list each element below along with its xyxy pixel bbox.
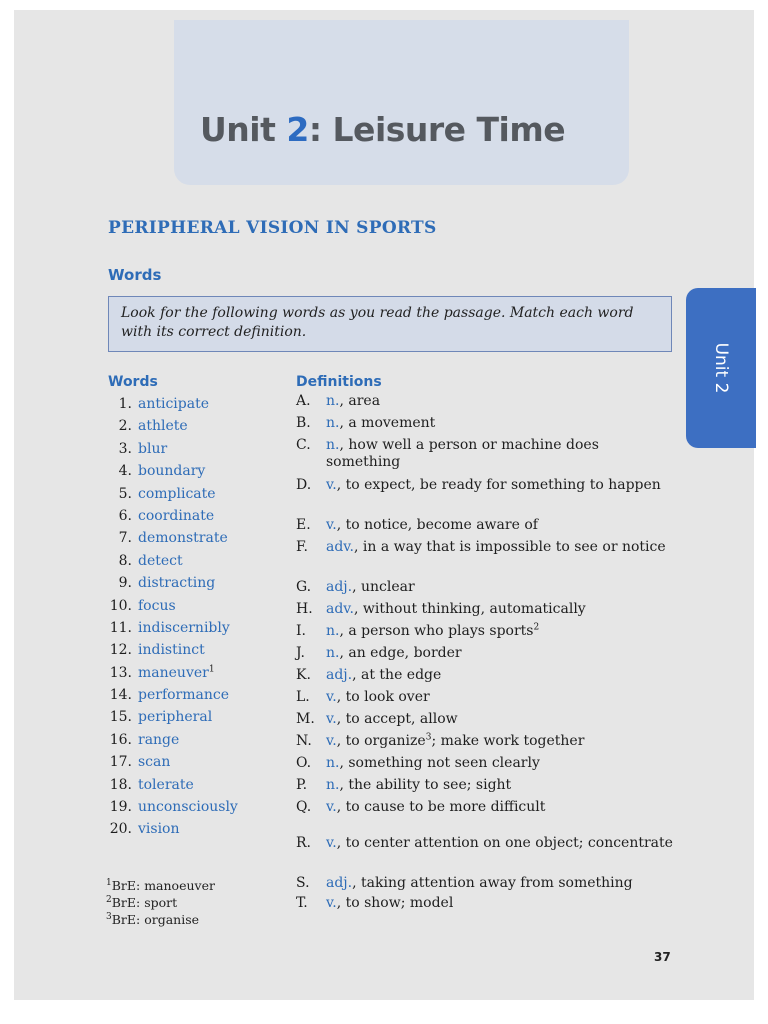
word-term: blur — [138, 440, 168, 457]
definition-text: , area — [339, 393, 381, 409]
word-item — [100, 393, 280, 415]
word-item — [100, 774, 280, 796]
part-of-speech: v. — [326, 689, 337, 705]
footnotes — [106, 877, 215, 928]
words-column-header: Words — [108, 374, 158, 390]
word-term: maneuver — [138, 664, 209, 681]
word-item — [100, 550, 280, 572]
word-item — [100, 415, 280, 437]
definition-letter: E. — [296, 517, 311, 533]
definition-text: , the ability to see; sight — [339, 777, 512, 793]
page-number: 37 — [654, 950, 671, 964]
word-number: 2. — [118, 418, 132, 435]
definition-body — [326, 645, 676, 662]
definition-letter: G. — [296, 579, 312, 595]
word-term: boundary — [138, 463, 206, 480]
word-item — [100, 818, 280, 840]
word-term: indistinct — [138, 642, 205, 659]
part-of-speech: adj. — [326, 875, 353, 891]
definition-letter: F. — [296, 539, 308, 555]
definition-item — [296, 393, 676, 410]
part-of-speech: n. — [326, 437, 340, 453]
definition-item — [296, 623, 676, 640]
definition-letter: S. — [296, 875, 310, 891]
definition-body — [326, 689, 676, 706]
footnote-text: BrE: sport — [111, 895, 178, 910]
definition-body — [326, 835, 676, 852]
definition-item — [296, 539, 676, 556]
definition-body — [326, 623, 676, 640]
definition-letter: H. — [296, 601, 313, 617]
definition-text: , without thinking, automatically — [354, 601, 586, 617]
definition-item — [296, 601, 676, 618]
definition-letter: K. — [296, 667, 311, 683]
definition-letter: O. — [296, 755, 312, 771]
part-of-speech: v. — [326, 799, 337, 815]
definitions-column-header: Definitions — [296, 374, 382, 390]
word-number: 11. — [109, 619, 132, 636]
word-item — [100, 572, 280, 594]
definition-body — [326, 601, 676, 618]
definition-item — [296, 711, 676, 728]
definition-body — [326, 517, 676, 534]
definition-text: , to show; model — [336, 895, 454, 911]
word-item — [100, 751, 280, 773]
word-term: performance — [138, 687, 230, 704]
word-number: 14. — [109, 687, 132, 704]
part-of-speech: v. — [326, 835, 337, 851]
definition-body — [326, 875, 676, 892]
definition-text: , an edge, border — [339, 645, 462, 661]
word-item — [100, 527, 280, 549]
definition-body — [326, 733, 676, 750]
word-number: 13. — [109, 664, 132, 681]
word-term: vision — [138, 821, 180, 838]
definition-item — [296, 517, 676, 534]
word-term: tolerate — [138, 776, 194, 793]
part-of-speech: adv. — [326, 539, 355, 555]
title-band — [174, 20, 629, 185]
word-term: unconsciously — [138, 799, 238, 816]
word-term: detect — [138, 552, 183, 569]
footnote-text: BrE: organise — [111, 912, 200, 927]
part-of-speech: n. — [326, 393, 340, 409]
instruction-box — [108, 296, 672, 352]
definition-text: , to organize — [336, 733, 426, 749]
part-of-speech: n. — [326, 415, 340, 431]
definition-item — [296, 415, 676, 432]
definition-letter: N. — [296, 733, 312, 749]
definition-item — [296, 835, 676, 852]
word-number: 18. — [109, 776, 132, 793]
word-number: 20. — [109, 821, 132, 838]
definition-body — [326, 711, 676, 728]
words-list — [100, 393, 280, 841]
footnote — [106, 894, 215, 911]
word-item — [100, 796, 280, 818]
definition-item — [296, 437, 676, 471]
definition-body — [326, 477, 676, 494]
word-number: 9. — [118, 575, 132, 592]
definition-text: , unclear — [352, 579, 415, 595]
word-number: 3. — [118, 440, 132, 457]
part-of-speech: v. — [326, 733, 337, 749]
word-number: 16. — [109, 731, 132, 748]
definition-item — [296, 579, 676, 596]
part-of-speech: adj. — [326, 579, 353, 595]
part-of-speech: n. — [326, 755, 340, 771]
word-number: 12. — [109, 642, 132, 659]
definition-text: , to notice, become aware of — [336, 517, 538, 533]
word-term: scan — [138, 754, 171, 771]
definition-text: , taking attention away from something — [352, 875, 633, 891]
word-item — [100, 483, 280, 505]
definition-text: , to expect, be ready for something to happen — [336, 477, 661, 493]
definition-body — [326, 799, 676, 816]
word-term: anticipate — [138, 396, 210, 412]
word-term: complicate — [138, 485, 216, 502]
footnote-mark: 1 — [106, 877, 112, 888]
definition-item — [296, 875, 676, 892]
word-item — [100, 639, 280, 661]
word-term: focus — [138, 597, 176, 614]
definition-item — [296, 477, 676, 494]
definition-letter: J. — [296, 645, 305, 661]
definition-text: , a movement — [339, 415, 436, 431]
definition-letter: L. — [296, 689, 310, 705]
word-term: distracting — [138, 575, 216, 592]
word-number: 17. — [109, 754, 132, 771]
word-term: indiscernibly — [138, 619, 230, 636]
definition-body — [326, 667, 676, 684]
definition-letter: C. — [296, 437, 311, 453]
definition-letter: Q. — [296, 799, 312, 815]
footnote-mark: 2 — [106, 894, 112, 905]
word-number: 5. — [118, 485, 132, 502]
definition-text-cont: ; make work together — [431, 733, 585, 749]
word-number: 10. — [109, 597, 132, 614]
definition-body — [326, 437, 676, 471]
definition-letter: T. — [296, 895, 308, 911]
unit-side-tab — [686, 288, 756, 448]
definition-letter: P. — [296, 777, 308, 793]
words-heading: Words — [108, 266, 162, 284]
unit-title: Unit 2: Leisure Time — [200, 110, 566, 149]
footnote-text: BrE: manoeuver — [111, 878, 215, 893]
side-tab-label: Unit 2 — [711, 342, 731, 394]
definition-text: , to center attention on one object; concentrate — [336, 835, 673, 851]
word-item — [100, 617, 280, 639]
definition-item — [296, 895, 676, 912]
definition-letter: M. — [296, 711, 315, 727]
footnote — [106, 911, 215, 928]
part-of-speech: n. — [326, 623, 340, 639]
definition-item — [296, 755, 676, 772]
definition-text: , to cause to be more difficult — [336, 799, 546, 815]
definition-text: , a person who plays sports — [339, 623, 534, 639]
word-item — [100, 595, 280, 617]
part-of-speech: v. — [326, 517, 337, 533]
part-of-speech: adv. — [326, 601, 355, 617]
definition-item — [296, 733, 676, 750]
instruction-text: Look for the following words as you read the passage. Match each word with its correct definition. — [121, 305, 634, 340]
word-item — [100, 438, 280, 460]
definition-letter: A. — [296, 393, 311, 409]
part-of-speech: adj. — [326, 667, 353, 683]
footnote-mark: 3 — [106, 911, 112, 922]
word-term: demonstrate — [138, 530, 228, 547]
word-number: 15. — [109, 709, 132, 726]
definition-body — [326, 777, 676, 794]
word-item — [100, 662, 280, 684]
section-title: PERIPHERAL VISION IN SPORTS — [108, 218, 437, 238]
unit-number: 2 — [286, 110, 309, 149]
word-item — [100, 706, 280, 728]
word-term: coordinate — [138, 507, 215, 524]
part-of-speech: n. — [326, 777, 340, 793]
part-of-speech: v. — [326, 477, 337, 493]
word-number: 7. — [118, 530, 132, 547]
word-item — [100, 505, 280, 527]
definition-item — [296, 667, 676, 684]
definition-item — [296, 799, 676, 816]
word-item — [100, 729, 280, 751]
definition-text: , to look over — [336, 689, 430, 705]
definition-text: , in a way that is impossible to see or notice — [354, 539, 666, 555]
footnote-mark: 1 — [208, 664, 215, 675]
word-term: range — [138, 731, 180, 748]
definition-body — [326, 415, 676, 432]
part-of-speech: v. — [326, 895, 337, 911]
word-number: 19. — [109, 799, 132, 816]
footnote-mark: 3 — [425, 732, 432, 743]
definition-letter: D. — [296, 477, 312, 493]
definition-body — [326, 539, 676, 556]
definition-item — [296, 777, 676, 794]
word-item — [100, 460, 280, 482]
part-of-speech: v. — [326, 711, 337, 727]
definition-letter: I. — [296, 623, 306, 639]
definition-item — [296, 645, 676, 662]
word-term: athlete — [138, 418, 188, 435]
definition-text: , at the edge — [352, 667, 442, 683]
definition-letter: B. — [296, 415, 311, 431]
word-number: 4. — [118, 463, 132, 480]
definition-body — [326, 393, 676, 410]
definition-letter: R. — [296, 835, 311, 851]
definition-item — [296, 689, 676, 706]
part-of-speech: n. — [326, 645, 340, 661]
footnote-mark: 2 — [533, 622, 540, 633]
definition-text: , how well a person or machine does something — [326, 437, 599, 470]
footnote — [106, 877, 215, 894]
word-number: 1. — [118, 396, 132, 412]
word-term: peripheral — [138, 709, 213, 726]
definition-body — [326, 579, 676, 596]
definition-text: , to accept, allow — [336, 711, 458, 727]
word-item — [100, 684, 280, 706]
word-number: 8. — [118, 552, 132, 569]
definition-text: , something not seen clearly — [339, 755, 540, 771]
word-number: 6. — [118, 507, 132, 524]
definition-body — [326, 755, 676, 772]
definition-body — [326, 895, 676, 912]
